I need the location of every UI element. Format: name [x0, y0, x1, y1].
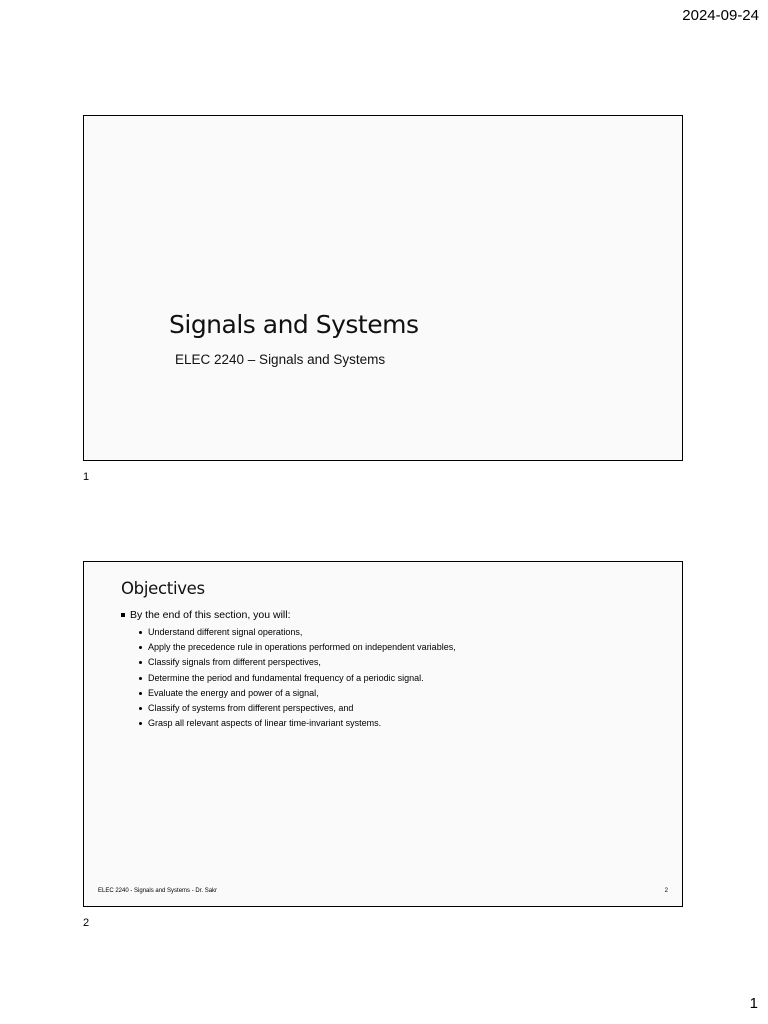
list-item-text: Apply the precedence rule in operations performed on independent variables, — [148, 642, 456, 653]
list-item-text: Determine the period and fundamental frequency of a periodic signal. — [148, 672, 424, 683]
slide-1-number: 1 — [83, 471, 90, 483]
bullet-icon — [139, 646, 142, 649]
list-item — [139, 716, 456, 731]
bullet-icon — [139, 661, 142, 664]
bullet-icon — [139, 631, 142, 634]
slide-subtitle: ELEC 2240 – Signals and Systems — [175, 352, 386, 367]
square-bullet-icon — [121, 613, 125, 617]
list-item — [139, 701, 456, 716]
objectives-list — [139, 625, 456, 731]
list-item — [139, 686, 456, 701]
bullet-icon — [139, 707, 142, 710]
objectives-lead — [121, 609, 291, 621]
slide-footer-number: 2 — [664, 888, 668, 894]
slide-title: Signals and Systems — [169, 310, 419, 339]
slide-2 — [83, 561, 683, 907]
list-item — [139, 671, 456, 686]
page-date: 2024-09-24 — [682, 7, 759, 24]
slide-footer: ELEC 2240 - Signals and Systems - Dr. Sakr — [98, 888, 218, 894]
slide-2-number: 2 — [83, 917, 90, 929]
bullet-icon — [139, 692, 142, 695]
list-item-text: Understand different signal operations, — [148, 627, 303, 637]
list-item-text: Classify signals from different perspectives, — [148, 657, 321, 668]
list-item — [139, 625, 456, 640]
slide-1 — [83, 115, 683, 461]
list-item — [139, 655, 456, 670]
bullet-icon — [139, 677, 142, 680]
objectives-title: Objectives — [121, 579, 205, 598]
list-item-text: Classify of systems from different perspectives, and — [148, 702, 354, 713]
page-number: 1 — [749, 995, 758, 1012]
list-item-text: Grasp all relevant aspects of linear time-invariant systems. — [148, 718, 382, 729]
objectives-lead-text: By the end of this section, you will: — [130, 609, 291, 621]
list-item — [139, 640, 456, 655]
list-item-text: Evaluate the energy and power of a signal, — [148, 687, 319, 698]
bullet-icon — [139, 722, 142, 725]
